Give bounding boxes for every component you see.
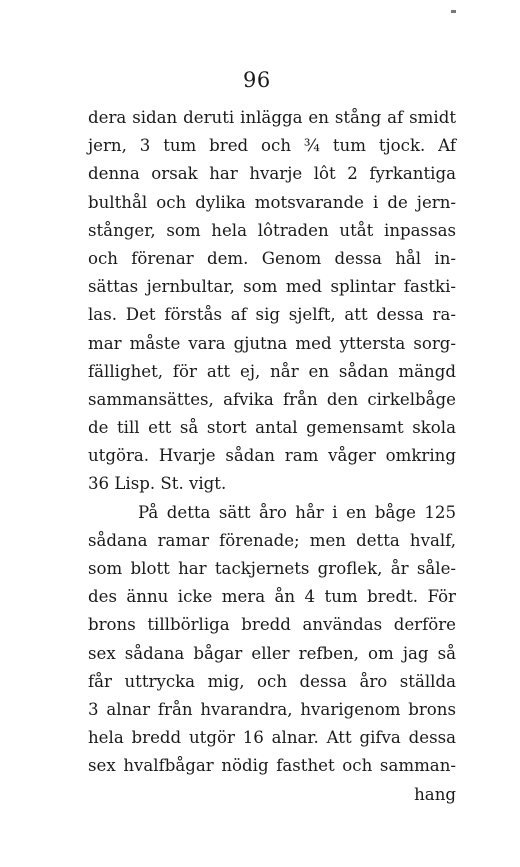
page-number: 96 (243, 68, 271, 92)
text-line-15: På detta sätt åro hår i en båge 125 (138, 502, 456, 522)
text-line-3: denna orsak har hvarje lôt 2 fyrkantiga (88, 164, 456, 184)
text-line-4: bulthål och dylika motsvarande i de jern- (88, 192, 456, 212)
text-line-19: brons tillbörliga bredd användas derföre (88, 615, 456, 635)
text-line-5: stånger, som hela lôtraden utåt inpassas (88, 220, 456, 240)
text-line-9: mar måste vara gjutna med yttersta sorg- (88, 333, 456, 353)
text-line-17: som blott har tackjernets groflek, år såle- (88, 559, 456, 578)
text-line-21: får uttrycka mig, och dessa åro ställda (88, 671, 456, 691)
text-line-14: 36 Lisp. St. vigt. (88, 474, 227, 494)
text-line-24: sex hvalfbågar nödig fasthet och samman- (88, 756, 456, 776)
text-line-8: las. Det förstås af sig sjelft, att dessa ra- (88, 305, 456, 325)
text-line-20: sex sådana bågar eller refben, om jag så (88, 643, 456, 663)
text-line-18: des ännu icke mera ån 4 tum bredt. För (88, 587, 456, 607)
text-line-2: jern, 3 tum bred och ¾ tum tjock. Af (88, 136, 456, 156)
text-line-22: 3 alnar från hvarandra, hvarigenom brons (88, 699, 456, 719)
corner-mark (451, 10, 456, 13)
text-line-12: de till ett så stort antal gemensamt skola (88, 418, 456, 438)
text-line-16: sådana ramar förenade; men detta hvalf, (88, 530, 456, 550)
text-line-13: utgöra. Hvarje sådan ram våger omkring (88, 446, 456, 466)
text-line-10: fällighet, för att ej, når en sådan mängd (88, 361, 456, 381)
text-line-23: hela bredd utgör 16 alnar. Att gifva dessa (88, 728, 456, 748)
text-line-7: sättas jernbultar, som med splintar fastki- (88, 277, 456, 297)
text-line-11: sammansättes, afvika från den cirkelbåge (88, 389, 456, 409)
text-line-1: dera sidan deruti inlägga en stång af smidt (88, 108, 456, 127)
catchword: hang (414, 784, 456, 804)
text-line-6: och förenar dem. Genom dessa hål in- (88, 248, 456, 268)
body-text (88, 104, 456, 809)
